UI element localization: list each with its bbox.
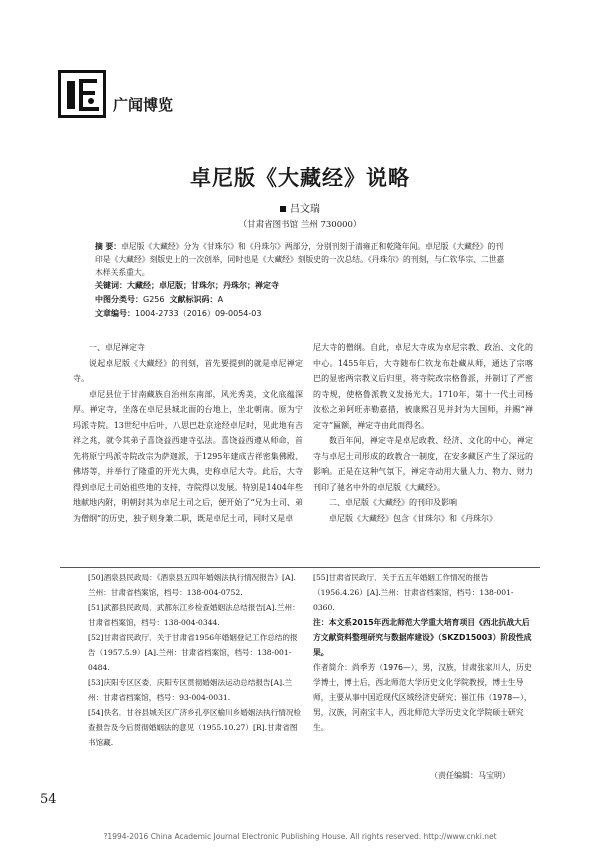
footnotes-right: [313, 570, 535, 735]
footnote-divider: [60, 567, 540, 568]
copyright-footer: ?1994-2016 China Academic Journal Electronic Publishing House. All rights reserved. http://www.cnki.net: [103, 832, 497, 841]
funding-note: 注：本文系2015年西北师范大学重大培育项目《西北抗战大后方文献资料整理研究与数据库建设》（SKZD15003）阶段性成果。: [313, 618, 532, 657]
responsible-editor: （责任编辑：马宝明）: [430, 771, 510, 780]
classification-line: [95, 294, 223, 305]
author-line: [0, 200, 600, 215]
footnote: [50]酒泉县民政局：《酒泉县五四年婚姻法执行情况报告》[A].兰州：甘肃省档案馆，档号：138-004-0752.: [88, 573, 296, 597]
author-bio: 作者简介：尚季芳（1976—），男，汉族，甘肃张家川人，历史学博士，博士后，西北师范大学历史文化学院教授，博士生导师，主要从事中国近现代区域经济史研究；崔江伟（1978—），男，汉族，河南宝丰人，西北师范大学历史文化学院硕士研究生。: [313, 663, 532, 732]
author-name: 吕文瑞: [290, 204, 320, 215]
section-heading-2: 二、卓尼版《大藏经》的刊印及影响: [329, 498, 457, 507]
paragraph: 说起卓尼版《大藏经》的刊刻，首先要提到的就是卓尼禅定寺。: [73, 358, 303, 383]
keywords-label: 关键词：: [95, 281, 127, 290]
keywords-line: [95, 280, 279, 291]
body-right-column: [313, 340, 533, 526]
page-number: 54: [40, 792, 57, 807]
clc-label: 中图分类号：: [95, 295, 143, 304]
paragraph: 数百年间，禅定寺是卓尼政教、经济、文化的中心，禅定寺与卓尼土司形成的政教合一制度，在安多藏区产生了深远的影响。正是在这种气氛下，禅定寺动用大量人力、物力、财力刊印了驰名中外的卓尼版《大藏经》。: [313, 436, 533, 492]
footnote: [52]甘肃省民政厅．关于甘肃省1956年婚姻登记工作总结的报告（1957.5.9）[A].兰州：甘肃省档案馆，档号：138-001-0484.: [88, 633, 298, 672]
footnote: [51]武都县民政局．武都东江乡检查婚姻法总结报告[A].兰州：甘肃省档案馆，档号：138-004-0344.: [88, 603, 300, 627]
section-logo-icon: [61, 73, 103, 115]
keywords: 大藏经；卓尼版；甘珠尔；丹珠尔；禅定寺: [127, 281, 279, 290]
abstract: [95, 240, 505, 279]
body-left-column: [73, 340, 303, 526]
footnote: [54]佚名．甘谷县城关区广济乡孔亭区榆川乡婚姻法执行情况检查报告及今后贯彻婚姻法的意见（1955.10.27）[R].甘肃省图书馆藏.: [88, 708, 302, 747]
section-heading-1: 一、卓尼禅定寺: [89, 343, 145, 352]
paragraph: 尼大寺的僧纲。自此，卓尼大寺成为卓尼宗教、政治、文化的中心。1455年后，大寺随布仁钦龙布赴藏从师，通达了宗喀巴的显密两宗教义后归里，将寺院改宗格鲁派，并制订了严密的寺规，使格鲁派教义发扬光大。1710年，第十一代土司杨汝松之弟阿旺赤勒嘉措，被康熙召见并封为大国师，并赐“禅定寺”匾额，禅定寺由此而得名。: [313, 343, 533, 430]
footnote: [53]庆阳专区区委．庆阳专区贯彻婚姻法运动总结报告[A].兰州：甘肃省档案馆，档号：93-004-0031.: [88, 678, 293, 702]
article-number-line: [95, 308, 261, 319]
abstract-label: 摘 要：: [95, 242, 122, 251]
doc-code-value: A: [217, 295, 224, 304]
footnotes-left: [88, 570, 303, 750]
paragraph: 卓尼版《大藏经》包含《甘珠尔》和《丹珠尔》: [329, 513, 497, 523]
bullet-square-icon: [280, 206, 286, 212]
clc-value: G256: [143, 295, 165, 304]
article-no-label: 文章编号：: [95, 309, 135, 318]
doc-code-label: 文献标识码：: [169, 295, 218, 304]
abstract-text: 卓尼版《大藏经》分为《甘珠尔》和《丹珠尔》两部分，分别刊刻于清雍正和乾隆年间。卓尼版《大藏经》的刊印是《大藏经》刻版史上的一次创举，同时也是《大藏经》刻版史的一次总结。《丹珠尔》的刊刻，与仁钦华宗、二世嘉木样关系重大。: [95, 242, 505, 277]
footnote: [55]甘肃省民政厅．关于五五年婚姻工作情况的报告（1956.4.26）[A].兰州：甘肃省档案馆，档号：138-001-0360.: [313, 573, 514, 612]
paragraph: 卓尼县位于甘南藏族自治州东南部，风光秀美，文化底蕴深厚。禅定寺，坐落在卓尼县城北面的台地上，坐北朝南。原为宁玛派寺院。13世纪中后叶，八思巴赴京途经卓尼时，见此地有吉祥之兆，就令其弟子喜饶益西建寺弘法。喜饶益西遵从师命，首先将原宁玛派寺院改宗为萨迦派，于1295年建成吉祥密集佛殿、佛塔等，并举行了隆重的开光大典，史称卓尼大寺。此后，大寺得到卓尼土司始祖些地的支持，寺院得以发展。特别是1404年些地献地内附，明朝封其为卓尼土司之后，便开始了“兄为土司、弟为僧纲”的历史，独子则身兼二职，既是卓尼土司，同时又是卓: [73, 389, 303, 523]
journal-logo: [58, 70, 106, 118]
article-no-value: 1004-2733（2016）09-0054-03: [135, 309, 262, 318]
affiliation: （甘肃省图书馆 兰州 730000）: [238, 220, 362, 230]
section-name: 广闻博览: [113, 96, 174, 114]
article-title: 卓尼版《大藏经》说略: [190, 165, 410, 190]
